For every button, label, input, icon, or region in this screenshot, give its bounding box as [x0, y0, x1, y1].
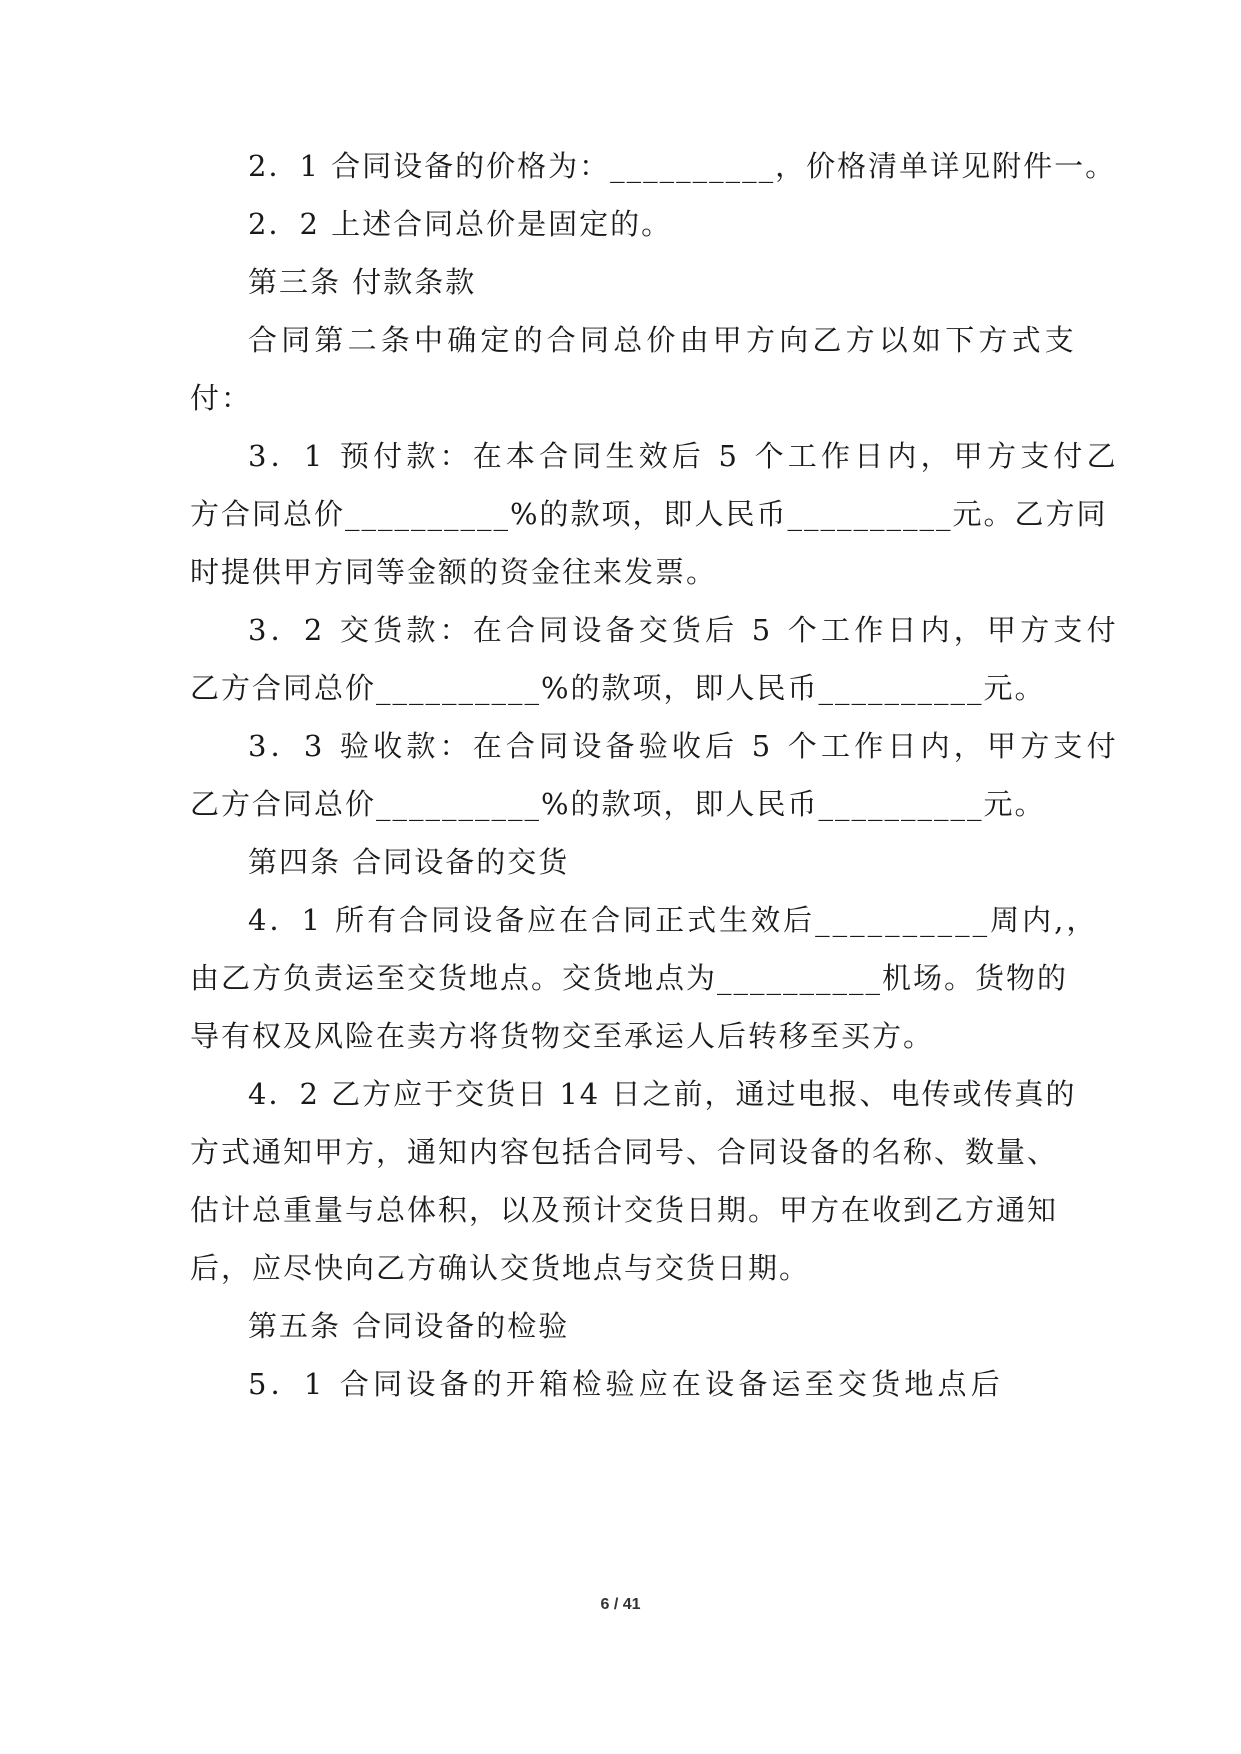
paragraph-3-3-cont: 乙方合同总价__________%的款项，即人民币__________元。: [190, 787, 1046, 821]
paragraph-article-3-intro: 合同第二条中确定的合同总价由甲方向乙方以如下方式支: [248, 323, 1079, 357]
paragraph-2-1: 2．1 合同设备的价格为：__________，价格清单详见附件一。: [248, 149, 1117, 183]
paragraph-article-3-intro-cont: 付：: [190, 381, 253, 415]
paragraph-4-2-cont-3: 后，应尽快向乙方确认交货地点与交货日期。: [190, 1251, 811, 1285]
paragraph-4-2-cont-1: 方式通知甲方，通知内容包括合同号、合同设备的名称、数量、: [190, 1135, 1059, 1169]
paragraph-3-2-cont: 乙方合同总价__________%的款项，即人民币__________元。: [190, 671, 1046, 705]
paragraph-3-1: 3．1 预付款：在本合同生效后 5 个工作日内，甲方支付乙: [248, 439, 1120, 473]
paragraph-4-2-cont-2: 估计总重量与总体积，以及预计交货日期。甲方在收到乙方通知: [190, 1193, 1059, 1227]
paragraph-3-1-cont-2: 时提供甲方同等金额的资金往来发票。: [190, 555, 718, 589]
heading-article-4: 第四条 合同设备的交货: [248, 845, 570, 879]
heading-article-5: 第五条 合同设备的检验: [248, 1309, 570, 1343]
paragraph-3-1-cont-1: 方合同总价__________%的款项，即人民币__________元。乙方同: [190, 497, 1108, 531]
paragraph-5-1: 5．1 合同设备的开箱检验应在设备运至交货地点后: [248, 1367, 1004, 1401]
paragraph-4-1: 4．1 所有合同设备应在合同正式生效后__________周内,，: [248, 903, 1099, 937]
paragraph-4-1-cont-2: 导有权及风险在卖方将货物交至承运人后转移至买方。: [190, 1019, 935, 1053]
paragraph-4-2: 4．2 乙方应于交货日 14 日之前，通过电报、电传或传真的: [248, 1077, 1077, 1111]
paragraph-2-2: 2．2 上述合同总价是固定的。: [248, 207, 673, 241]
paragraph-3-2: 3．2 交货款：在合同设备交货后 5 个工作日内，甲方支付: [248, 613, 1120, 647]
heading-article-3: 第三条 付款条款: [248, 265, 477, 299]
paragraph-3-3: 3．3 验收款：在合同设备验收后 5 个工作日内，甲方支付: [248, 729, 1120, 763]
page-number: 6 / 41: [600, 1596, 641, 1613]
paragraph-4-1-cont-1: 由乙方负责运至交货地点。交货地点为__________机场。货物的: [190, 961, 1069, 995]
